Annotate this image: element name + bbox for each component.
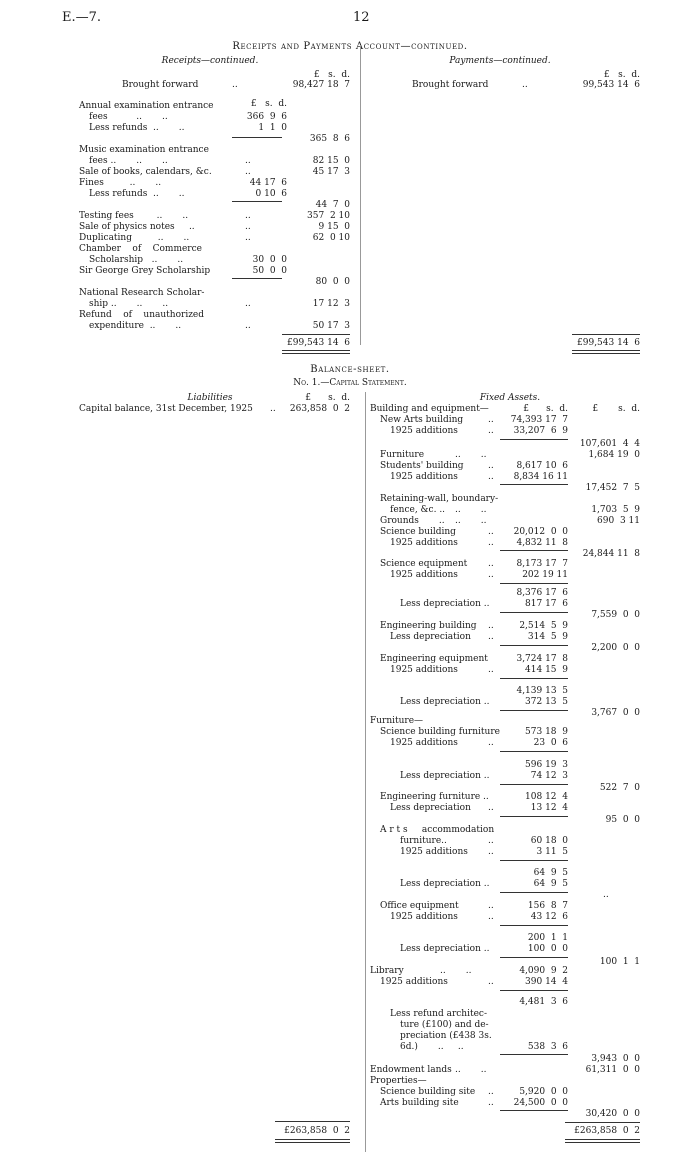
amount: 156 8 7	[527, 901, 568, 911]
subtotal: 365 8 6	[309, 134, 350, 144]
amount: 74 12 3	[530, 771, 568, 781]
dots: ..	[488, 538, 494, 548]
dots: ..	[488, 472, 494, 482]
amount: 8,173 17 7	[516, 559, 568, 569]
line-item: 6d.) .. ..	[400, 1042, 464, 1052]
amount: 13 12 4	[530, 803, 568, 813]
amount: 4,090 9 2	[519, 966, 568, 976]
receipts-bf-label: Brought forward	[122, 80, 199, 90]
dots: ..	[488, 461, 494, 471]
amount: 74,393 17 7	[510, 415, 568, 425]
amount: 30 0 0	[252, 255, 287, 265]
rule	[500, 678, 568, 679]
amount: 1,703 5 9	[591, 505, 640, 515]
line-item: Properties—	[370, 1076, 427, 1086]
subtotal: 24,844 11 8	[582, 549, 640, 559]
amount: 23 0 6	[533, 738, 568, 748]
amount: 817 17 6	[525, 599, 568, 609]
capital-balance-label: Capital balance, 31st December, 1925	[79, 404, 253, 414]
line-item: Engineering building	[380, 621, 477, 631]
dots: ..	[488, 426, 494, 436]
line-item: Science building furniture	[380, 727, 500, 737]
amount: 573 18 9	[525, 727, 568, 737]
subtotal: 3,767 0 0	[591, 708, 640, 718]
subtotal: 2,200 0 0	[591, 643, 640, 653]
line-item: 1925 additions	[390, 912, 458, 922]
line-item: Science building	[380, 527, 456, 537]
rule	[500, 925, 568, 926]
dots: ..	[488, 1098, 494, 1108]
line-item: Science building site	[380, 1087, 476, 1097]
rule	[500, 439, 568, 440]
line-item: ture (£100) and de-	[400, 1020, 489, 1030]
dots: ..	[245, 299, 251, 309]
double-rule	[282, 350, 350, 354]
receipts-total: £99,543 14 6	[287, 338, 350, 348]
amount: 690 3 11	[597, 516, 640, 526]
receipts-head: Receipts—continued.	[161, 56, 259, 66]
line-item: Library	[370, 966, 404, 976]
line-item: Music examination entrance	[79, 145, 209, 155]
amount: 43 12 6	[530, 912, 568, 922]
bs-subtitle: No. 1.—Capital Statement.	[293, 378, 407, 388]
rule	[500, 816, 568, 817]
payments-head: Payments—continued.	[449, 56, 551, 66]
amount: 17 12 3	[312, 299, 350, 309]
dots: ..	[245, 321, 251, 331]
amount: 61,311 0 0	[585, 1065, 640, 1075]
dots: ..	[488, 1087, 494, 1097]
dots: ..	[488, 738, 494, 748]
line-item: fees .. .. ..	[89, 156, 168, 166]
line-item: Fines .. ..	[79, 178, 162, 188]
line-item: expenditure .. ..	[89, 321, 182, 331]
subtotal: 100 1 1	[599, 957, 640, 967]
rule	[500, 645, 568, 646]
rule	[500, 1110, 568, 1111]
amount: 60 18 0	[530, 836, 568, 846]
line-item: Less depreciation ..	[400, 944, 490, 954]
line-item: Duplicating .. ..	[79, 233, 190, 243]
line-item: Less depreciation ..	[400, 879, 490, 889]
rp-divider	[360, 45, 361, 345]
amount: 202 19 11	[522, 570, 568, 580]
line-item: Sir George Grey Scholarship	[79, 266, 211, 276]
amount: 62 0 10	[312, 233, 350, 243]
rule	[500, 957, 568, 958]
dots: ..	[245, 167, 251, 177]
subtotal: 3,943 0 0	[591, 1054, 640, 1064]
line-item: 1925 additions	[390, 472, 458, 482]
amount: 314 5 9	[527, 632, 568, 642]
dots: ..	[603, 890, 609, 900]
dots: ..	[270, 404, 276, 414]
line-item: Furniture—	[370, 716, 424, 726]
amount: 108 12 4	[525, 792, 568, 802]
dots: ..	[488, 803, 494, 813]
capital-balance-amount: 263,858 0 2	[289, 404, 350, 414]
line-item: Retaining-wall, boundary-	[380, 494, 499, 504]
receipts-sub-unit-head: £ s. d.	[250, 99, 287, 109]
subtotal: 17,452 7 5	[585, 483, 640, 493]
line-item: Annual examination entrance	[79, 101, 214, 111]
amount: 8,834 16 11	[513, 472, 568, 482]
liabilities-units: £ s. d.	[305, 393, 350, 403]
line-item: Testing fees .. ..	[79, 211, 189, 221]
line-item: Less depreciation ..	[400, 771, 490, 781]
amount: 366 9 6	[246, 112, 287, 122]
amount: 596 19 3	[525, 760, 568, 770]
dots: .. ..	[455, 516, 487, 526]
rule	[500, 484, 568, 485]
line-item: Less depreciation ..	[400, 599, 490, 609]
line-item: ship .. .. ..	[89, 299, 169, 309]
rule	[500, 784, 568, 785]
payments-bf-amount: 99,543 14 6	[582, 80, 640, 90]
amount: 1 1 0	[258, 123, 287, 133]
amount: 64 9 5	[533, 879, 568, 889]
rule	[572, 334, 640, 335]
amount: 82 15 0	[312, 156, 350, 166]
dots: ..	[245, 156, 251, 166]
receipts-unit-head: £ s. d.	[313, 70, 350, 80]
dots: ..	[232, 80, 238, 90]
amount: 64 9 5	[533, 868, 568, 878]
double-rule	[572, 350, 640, 354]
line-item: Chamber of Commerce	[79, 244, 202, 254]
dots: ..	[488, 847, 494, 857]
double-rule	[565, 1139, 640, 1143]
dots: ..	[245, 222, 251, 232]
dots: ..	[245, 211, 251, 221]
line-item: 1925 additions	[390, 570, 458, 580]
line-item: 1925 additions	[390, 538, 458, 548]
amount: 3 11 5	[536, 847, 568, 857]
assets-units-2: £ s. d.	[592, 404, 640, 414]
dots: ..	[488, 836, 494, 846]
dots: ..	[488, 912, 494, 922]
amount: 5,920 0 0	[519, 1087, 568, 1097]
dots: ..	[488, 415, 494, 425]
amount: 200 1 1	[527, 933, 568, 943]
dots: ..	[488, 977, 494, 987]
fixed-assets-head: Fixed Assets.	[479, 393, 541, 403]
line-item: 1925 additions	[380, 977, 448, 987]
payments-unit-head: £ s. d.	[603, 70, 640, 80]
rule	[565, 1122, 640, 1123]
amount: 50 17 3	[312, 321, 350, 331]
amount: 24,500 0 0	[513, 1098, 568, 1108]
amount: 9 15 0	[318, 222, 350, 232]
line-item: Science equipment	[380, 559, 468, 569]
rule	[500, 583, 568, 584]
rule	[500, 892, 568, 893]
amount: 538 3 6	[527, 1042, 568, 1052]
line-item: Endowment lands	[370, 1065, 452, 1075]
dots: ..	[488, 559, 494, 569]
rule	[500, 1054, 568, 1055]
amount: 357 2 10	[307, 211, 350, 221]
payments-total: £99,543 14 6	[577, 338, 640, 348]
line-item: Grounds ..	[380, 516, 445, 526]
doc-code: E.—7.	[62, 10, 102, 25]
dots: ..	[488, 621, 494, 631]
subtotal: 7,559 0 0	[591, 610, 640, 620]
amount: 100 0 0	[527, 944, 568, 954]
liabilities-total: £263,858 0 2	[284, 1126, 350, 1136]
line-item: Engineering equipment	[380, 654, 488, 664]
line-item: Sale of physics notes ..	[79, 222, 195, 232]
line-item: Engineering furniture ..	[380, 792, 489, 802]
amount: 20,012 0 0	[513, 527, 568, 537]
rule	[500, 710, 568, 711]
subtotal: 107,601 4 4	[579, 439, 640, 449]
bs-divider	[365, 392, 366, 1152]
line-item: 1925 additions	[390, 426, 458, 436]
line-item: A r t s accommodation	[380, 825, 495, 835]
line-item: Less refunds .. ..	[89, 189, 185, 199]
rule	[500, 751, 568, 752]
line-item: fence, &c. ..	[390, 505, 446, 515]
amount: 4,481 3 6	[519, 997, 568, 1007]
line-item: furniture..	[400, 836, 447, 846]
assets-units-1: £ s. d.	[523, 404, 568, 414]
dots: ..	[488, 901, 494, 911]
dots: ..	[522, 80, 528, 90]
line-item: 1925 additions	[390, 738, 458, 748]
line-item: preciation (£438 3s.	[400, 1031, 492, 1041]
subtotal: 30,420 0 0	[585, 1109, 640, 1119]
dots: .. ..	[455, 1065, 487, 1075]
subtotal: 522 7 0	[599, 783, 640, 793]
amount: 390 14 4	[525, 977, 568, 987]
amount: 44 17 6	[249, 178, 287, 188]
line-item: Arts building site	[380, 1098, 459, 1108]
dots: ..	[488, 665, 494, 675]
amount: 8,376 17 6	[516, 588, 568, 598]
amount: 50 0 0	[252, 266, 287, 276]
liabilities-head: Liabilities	[187, 393, 233, 403]
amount: 4,139 13 5	[516, 686, 568, 696]
rule	[275, 1121, 350, 1122]
line-item: Refund of unauthorized	[79, 310, 205, 320]
dots: .. ..	[455, 505, 487, 515]
amount: 8,617 10 6	[516, 461, 568, 471]
dots: ..	[488, 570, 494, 580]
amount: 45 17 3	[312, 167, 350, 177]
amount: 4,832 11 8	[516, 538, 568, 548]
line-item: Less depreciation	[390, 803, 471, 813]
subtotal: 44 7 0	[315, 200, 350, 210]
receipts-bf-amount: 98,427 18 7	[292, 80, 350, 90]
dots: .. ..	[440, 966, 472, 976]
amount: 414 15 9	[525, 665, 568, 675]
dots: ..	[245, 233, 251, 243]
line-item: 1925 additions	[400, 847, 468, 857]
amount: 372 13 5	[525, 697, 568, 707]
rule	[500, 612, 568, 613]
line-item: Less depreciation ..	[400, 697, 490, 707]
amount: 2,514 5 9	[519, 621, 568, 631]
rule	[500, 990, 568, 991]
rule	[500, 550, 568, 551]
line-item: fees .. ..	[89, 112, 168, 122]
subtotal: 80 0 0	[315, 277, 350, 287]
line-item: New Arts building	[380, 415, 464, 425]
double-rule	[275, 1139, 350, 1143]
dots: .. ..	[455, 450, 487, 460]
line-item: Less depreciation	[390, 632, 471, 642]
amount: 0 10 6	[255, 189, 287, 199]
line-item: Students' building	[380, 461, 464, 471]
line-item: Building and equipment—	[370, 404, 489, 414]
page-number: 12	[353, 10, 370, 25]
line-item: Less refund architec-	[390, 1009, 487, 1019]
line-item: Office equipment	[380, 901, 459, 911]
line-item: National Research Scholar-	[79, 288, 205, 298]
amount: 1,684 19 0	[588, 450, 640, 460]
rule	[282, 334, 350, 335]
assets-total: £263,858 0 2	[574, 1126, 640, 1136]
payments-bf-label: Brought forward	[412, 80, 489, 90]
line-item: Sale of books, calendars, &c.	[79, 167, 212, 177]
amount: 3,724 17 8	[516, 654, 568, 664]
amount: 33,207 6 9	[513, 426, 568, 436]
line-item: Less refunds .. ..	[89, 123, 185, 133]
line-item: 1925 additions	[390, 665, 458, 675]
line-item: Scholarship .. ..	[89, 255, 184, 265]
dots: ..	[488, 527, 494, 537]
bs-title: Balance-sheet.	[310, 364, 390, 375]
line-item: Furniture	[380, 450, 425, 460]
rp-title: Receipts and Payments Account—continued.	[232, 41, 468, 52]
subtotal: 95 0 0	[605, 815, 640, 825]
dots: ..	[488, 632, 494, 642]
rule	[500, 860, 568, 861]
